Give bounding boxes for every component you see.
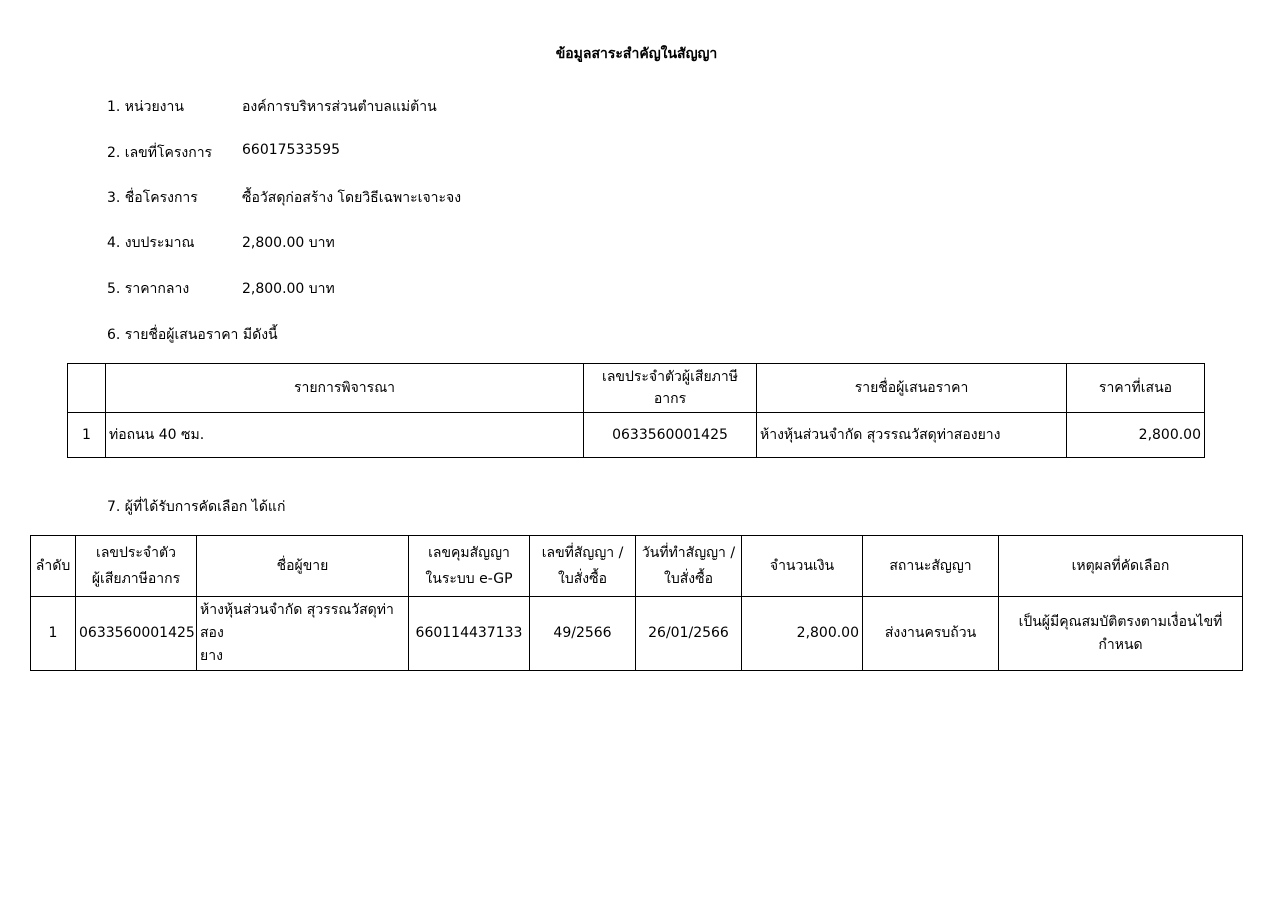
info-label: 1. หน่วยงาน xyxy=(107,99,184,115)
header-cell: ลำดับ xyxy=(31,536,76,597)
info-value: 2,800.00 บาท xyxy=(242,235,335,251)
header-line: ใบสั่งซื้อ xyxy=(557,571,607,587)
header-line: ผู้เสียภาษีอากร xyxy=(91,571,181,587)
header-line: วันที่ทำสัญญา / xyxy=(641,545,736,561)
info-value: ซื้อวัสดุก่อสร้าง โดยวิธีเฉพาะเจาะจง xyxy=(242,190,462,206)
header-cell: รายการพิจารณา xyxy=(106,364,584,413)
header-cell xyxy=(76,536,197,597)
header-cell: ชื่อผู้ขาย xyxy=(197,536,409,597)
seller-line: ห้างหุ้นส่วนจำกัด สุวรรณวัสดุท่าสอง xyxy=(200,602,394,641)
price-cell: 2,800.00 xyxy=(1067,413,1205,458)
header-line: เลขประจำตัว xyxy=(96,545,176,561)
status-cell: ส่งงานครบถ้วน xyxy=(863,597,999,671)
header-cell xyxy=(636,536,742,597)
selected-table xyxy=(30,535,1243,671)
header-cell: ราคาที่เสนอ xyxy=(1067,364,1205,413)
bidders-heading: 6. รายชื่อผู้เสนอราคา มีดังนี้ xyxy=(107,327,278,343)
table-header-row xyxy=(31,536,1243,597)
control-number-cell: 660114437133 xyxy=(409,597,530,671)
info-value: องค์การบริหารส่วนตำบลแม่ต้าน xyxy=(242,99,437,115)
document-title: ข้อมูลสาระสำคัญในสัญญา xyxy=(555,46,718,62)
table-row xyxy=(68,413,1205,458)
reason-cell: เป็นผู้มีคุณสมบัติตรงตามเงื่อนไขที่กำหนด xyxy=(999,597,1243,671)
info-label: 3. ชื่อโครงการ xyxy=(107,190,198,206)
info-label: 4. งบประมาณ xyxy=(107,235,195,251)
header-cell xyxy=(68,364,106,413)
table-header-row xyxy=(68,364,1205,413)
header-cell xyxy=(409,536,530,597)
header-cell: รายชื่อผู้เสนอราคา xyxy=(757,364,1067,413)
contract-number-cell: 49/2566 xyxy=(530,597,636,671)
header-cell: สถานะสัญญา xyxy=(863,536,999,597)
info-label: 5. ราคากลาง xyxy=(107,281,190,297)
header-line: เลขคุมสัญญา xyxy=(428,545,510,561)
info-label: 2. เลขที่โครงการ xyxy=(107,145,213,161)
row-number: 1 xyxy=(68,413,106,458)
table-row xyxy=(31,597,1243,671)
header-cell: เลขประจำตัวผู้เสียภาษีอากร xyxy=(584,364,757,413)
info-value: 66017533595 xyxy=(242,142,340,158)
amount-cell: 2,800.00 xyxy=(742,597,863,671)
row-number: 1 xyxy=(31,597,76,671)
info-value: 2,800.00 บาท xyxy=(242,281,335,297)
bidder-cell: ห้างหุ้นส่วนจำกัด สุวรรณวัสดุท่าสองยาง xyxy=(757,413,1067,458)
bidders-table xyxy=(67,363,1205,458)
seller-line: ยาง xyxy=(200,648,223,664)
tax-id-cell: 0633560001425 xyxy=(76,597,197,671)
item-cell: ท่อถนน 40 ซม. xyxy=(106,413,584,458)
contract-date-cell: 26/01/2566 xyxy=(636,597,742,671)
header-line: ในระบบ e-GP xyxy=(425,571,513,587)
header-cell xyxy=(530,536,636,597)
header-line: ใบสั่งซื้อ xyxy=(663,571,713,587)
header-cell: จำนวนเงิน xyxy=(742,536,863,597)
header-cell: เหตุผลที่คัดเลือก xyxy=(999,536,1243,597)
selected-heading: 7. ผู้ที่ได้รับการคัดเลือก ได้แก่ xyxy=(107,499,286,515)
header-line: เลขที่สัญญา / xyxy=(541,545,624,561)
seller-cell xyxy=(197,597,409,671)
tax-id-cell: 0633560001425 xyxy=(584,413,757,458)
